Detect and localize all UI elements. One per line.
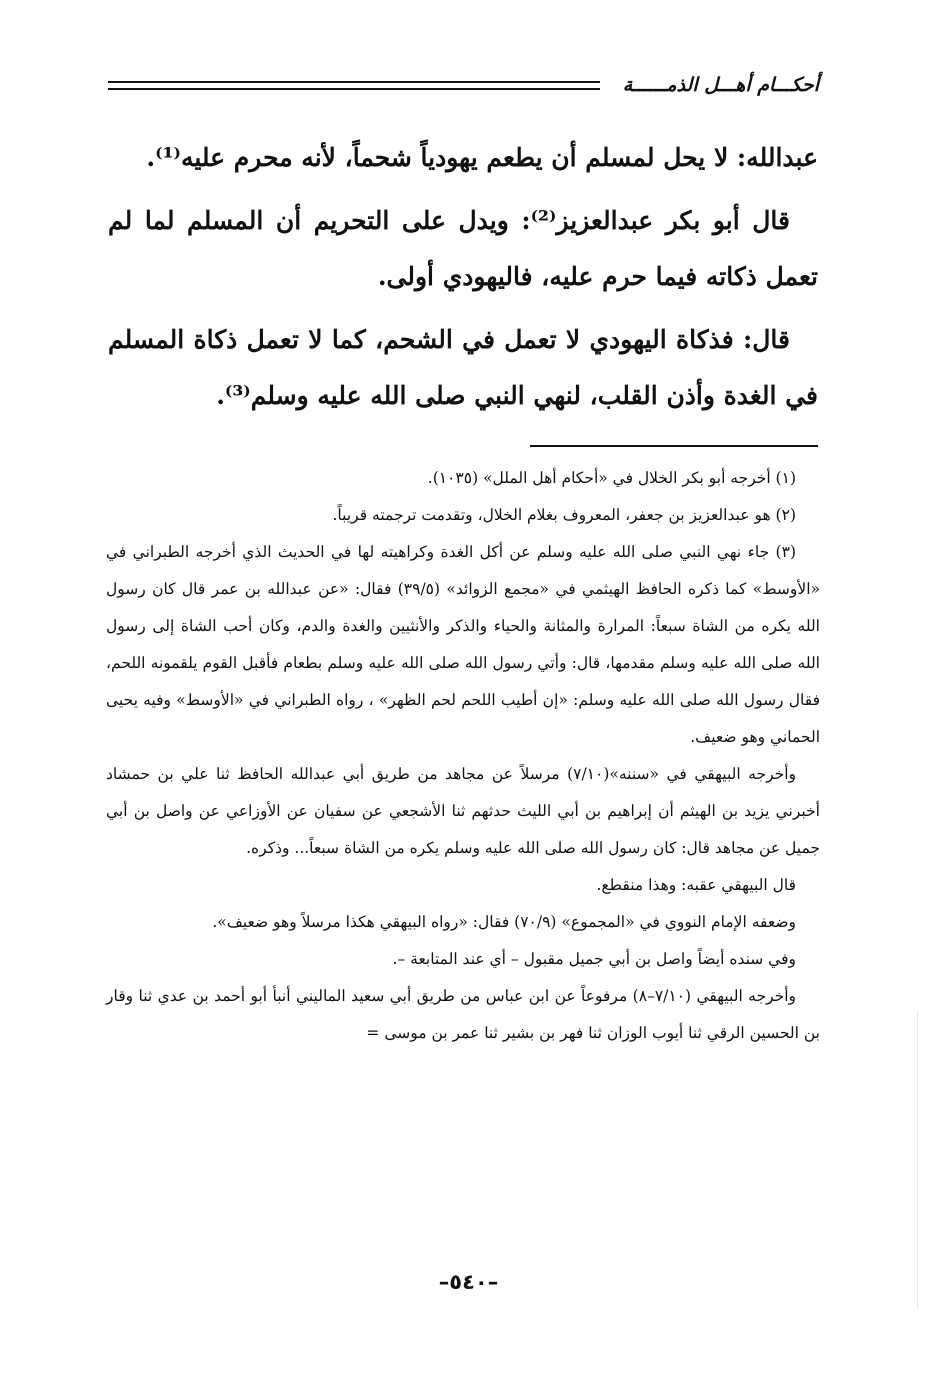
main-paragraph: قال أبو بكر عبدالعزيز⁽²⁾: ويدل على التحريم أن المسلم لما لم تعمل ذكاته فيما حرم عليه، فاليهودي أولى. <box>108 206 818 291</box>
footnote-paragraph: وفي سنده أيضاً واصل بن أبي جميل مقبول – أي عند المتابعة –. <box>392 950 796 968</box>
footnote-paragraph: وأخرجه البيهقي (٧/١٠–٨) مرفوعاً عن ابن عباس من طريق أبي سعيد الماليني أنبأ أبو أحمد بن عدي ثنا وقار بن الحسين الرقي ثنا أيوب الوزان ثنا فهر بن بشير ثنا عمر بن موسى = <box>106 987 820 1042</box>
main-paragraph: عبدالله: لا يحل لمسلم أن يطعم يهودياً شحماً، لأنه محرم عليه⁽¹⁾. <box>146 143 818 172</box>
scan-edge-line <box>917 1010 918 1310</box>
page-number: –٥٤٠– <box>438 1270 499 1294</box>
footnote-paragraph: (٣) جاء نهي النبي صلى الله عليه وسلم عن أكل الغدة وكراهيته لها في الحديث الذي أخرجه الطبراني في «الأوسط» كما ذكره الحافظ الهيثمي في «مجمع الزوائد» (٣٩/٥) فقال: «عن عبدالله بن عمر قال كان رسول الله يكره من الشاة سبعاً: المرارة والمثانة والحياء والذكر والأنثيين والغدة والدم، وكان أحب الشاة إلى رسول الله صلى الله عليه وسلم مقدمها، قال: وأتي رسول الله صلى الله عليه وسلم بطعام فأقبل القوم يلقمونه اللحم، فقال رسول الله صلى الله عليه وسلم: «إن أطيب اللحم لحم الظهر» ، رواه الطبراني في «الأوسط» وفيه يحيى الحماني وهو ضعيف. <box>106 543 821 746</box>
header-rule-top <box>108 81 600 83</box>
footnote-separator <box>530 445 818 447</box>
running-header-title: أحكـــام أهـــل الذمــــــة <box>622 74 819 96</box>
main-paragraph: قال: فذكاة اليهودي لا تعمل في الشحم، كما لا تعمل ذكاة المسلم في الغدة وأذن القلب، لنهي النبي صلى الله عليه وسلم⁽³⁾. <box>108 325 818 410</box>
footnotes <box>106 460 820 1052</box>
footnote-paragraph: وأخرجه البيهقي في «سننه»(٧/١٠) مرسلاً عن مجاهد من طريق أبي عبدالله الحافظ ثنا علي بن حمشاد أخبرني يزيد بن الهيثم أن إبراهيم بن أبي الليث حدثهم ثنا الأشجعي عن سفيان عن الأوزاعي عن واصل بن أبي جميل عن مجاهد قال: كان رسول الله صلى الله عليه وسلم يكره من الشاة سبعاً... وذكره. <box>106 765 820 857</box>
footnote-paragraph: (٢) هو عبدالعزيز بن جعفر، المعروف بغلام الخلال، وتقدمت ترجمته قريباً. <box>332 506 796 524</box>
footnote-paragraph: وضعفه الإمام النووي في «المجموع» (٧٠/٩) فقال: «رواه البيهقي هكذا مرسلاً وهو ضعيف». <box>212 913 796 931</box>
footnote-paragraph: قال البيهقي عقبه: وهذا منقطع. <box>596 876 796 894</box>
main-text <box>108 130 818 431</box>
header-rule-bottom <box>108 88 600 90</box>
footnote-paragraph: (١) أخرجه أبو بكر الخلال في «أحكام أهل الملل» (١٠٣٥). <box>427 469 796 487</box>
